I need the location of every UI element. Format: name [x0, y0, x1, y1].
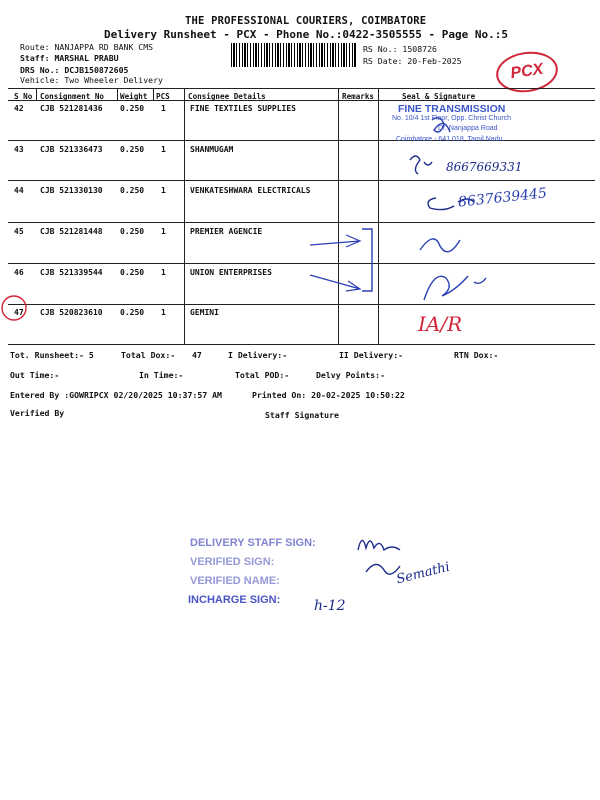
stamp-verified-sign: VERIFIED SIGN:	[190, 556, 275, 568]
runsheet-subtitle: Delivery Runsheet - PCX - Phone No.:0422-3505555 - Page No.:5	[104, 28, 508, 41]
in-time: In Time:-	[139, 370, 184, 380]
col-header-weight: Weight	[120, 92, 148, 101]
col-header-pcs: PCS	[156, 92, 170, 101]
row-sno: 47	[14, 308, 24, 317]
row-consignment-no: CJB 521330130	[40, 186, 103, 195]
total-runsheet: Tot. Runsheet:- 5	[10, 350, 94, 360]
total-dox-label: Total Dox:-	[121, 350, 176, 360]
col-divider	[153, 88, 154, 100]
row-weight: 0.250	[120, 308, 145, 317]
row-consignment-no: CJB 521339544	[40, 268, 103, 277]
row-weight: 0.250	[120, 104, 145, 113]
col-divider	[117, 88, 118, 100]
row-pcs: 1	[161, 308, 166, 317]
row-sno: 46	[14, 268, 24, 277]
row-consignment-no: CJB 521281448	[40, 227, 103, 236]
row-pcs: 1	[161, 145, 166, 154]
company-title: THE PROFESSIONAL COURIERS, COIMBATORE	[185, 15, 427, 27]
total-dox-value: 47	[192, 350, 202, 360]
handwritten-signatures	[380, 100, 595, 344]
row-consignment-no: CJB 521336473	[40, 145, 103, 154]
col-divider	[338, 88, 339, 344]
company-stamp-address2: Dr. Nanjappa Road	[438, 125, 498, 132]
row-pcs: 1	[161, 186, 166, 195]
col-header-sno: S No	[14, 92, 33, 101]
ii-delivery: II Delivery:-	[339, 350, 404, 360]
delvy-points: Delvy Points:-	[316, 370, 386, 380]
printed-on: Printed On: 20-02-2025 10:50:22	[252, 390, 405, 400]
route-text: Route: NANJAPPA RD BANK CMS	[20, 42, 154, 52]
row-weight: 0.250	[120, 186, 145, 195]
row-consignee: VENKATESHWARA ELECTRICALS	[190, 186, 311, 195]
row-sno: 44	[14, 186, 24, 195]
handwritten-phone-1: 8667669331	[446, 160, 523, 174]
i-delivery: I Delivery:-	[228, 350, 288, 360]
stamp-incharge-sign: INCHARGE SIGN:	[188, 594, 281, 606]
verified-by: Verified By	[10, 408, 65, 418]
drs-number: DRS No.: DCJB150872605	[20, 65, 129, 75]
barcode	[231, 43, 357, 67]
col-header-consignment: Consignment No	[40, 92, 105, 101]
pcx-stamp: PCX	[494, 48, 561, 96]
row-pcs: 1	[161, 268, 166, 277]
row-consignee: GEMINI	[190, 308, 219, 317]
table-top-border	[8, 88, 595, 89]
handwritten-remark-row47: IA/R	[418, 312, 463, 336]
row-pcs: 1	[161, 227, 166, 236]
col-header-seal-signature: Seal & Signature	[402, 92, 476, 101]
stamp-delivery-staff-sign: DELIVERY STAFF SIGN:	[190, 537, 316, 549]
row-consignee: FINE TEXTILES SUPPLIES	[190, 104, 296, 113]
rtn-dox: RTN Dox:-	[454, 350, 499, 360]
row-consignee: UNION ENTERPRISES	[190, 268, 272, 277]
bottom-signatures	[340, 528, 450, 588]
total-pod: Total POD:-	[235, 370, 290, 380]
row-sno: 42	[14, 104, 24, 113]
row-consignee: PREMIER AGENCIE	[190, 227, 263, 236]
company-stamp-title: FINE TRANSMISSION	[398, 103, 506, 115]
table-bottom-border	[8, 344, 595, 345]
row-weight: 0.250	[120, 227, 145, 236]
staff-signature: Staff Signature	[265, 410, 339, 420]
row-sno: 43	[14, 145, 24, 154]
rs-date: RS Date: 20-Feb-2025	[363, 56, 462, 66]
bracket-mark	[300, 225, 380, 305]
staff-text: Staff: MARSHAL PRABU	[20, 53, 119, 63]
col-header-consignee: Consignee Details	[188, 92, 266, 101]
row-weight: 0.250	[120, 268, 145, 277]
handwritten-verified-name: Semathi	[394, 559, 452, 588]
handwritten-incharge-sign: h-12	[314, 598, 346, 614]
col-divider	[36, 88, 37, 100]
company-stamp-address3: Coimbatore - 641 018, Tamil Nadu.	[396, 136, 505, 143]
vehicle-text: Vehicle: Two Wheeler Delivery	[20, 75, 163, 85]
col-header-remarks: Remarks	[342, 92, 375, 101]
entered-by: Entered By :GOWRIPCX 02/20/2025 10:37:57 AM	[10, 390, 222, 400]
handwritten-phone-2: 8637639445	[457, 185, 548, 211]
red-circle-mark	[0, 292, 30, 324]
row-sno: 45	[14, 227, 24, 236]
rs-number: RS No.: 1508726	[363, 44, 437, 54]
row-consignment-no: CJB 520823610	[40, 308, 103, 317]
col-divider	[184, 88, 185, 344]
row-pcs: 1	[161, 104, 166, 113]
row-consignee: SHANMUGAM	[190, 145, 234, 154]
row-weight: 0.250	[120, 145, 145, 154]
col-divider	[378, 88, 379, 344]
row-consignment-no: CJB 521281436	[40, 104, 103, 113]
stamp-verified-name: VERIFIED NAME:	[190, 575, 280, 587]
out-time: Out Time:-	[10, 370, 60, 380]
company-stamp-address1: No. 10/4 1st Floor, Opp. Christ Church	[392, 115, 512, 122]
